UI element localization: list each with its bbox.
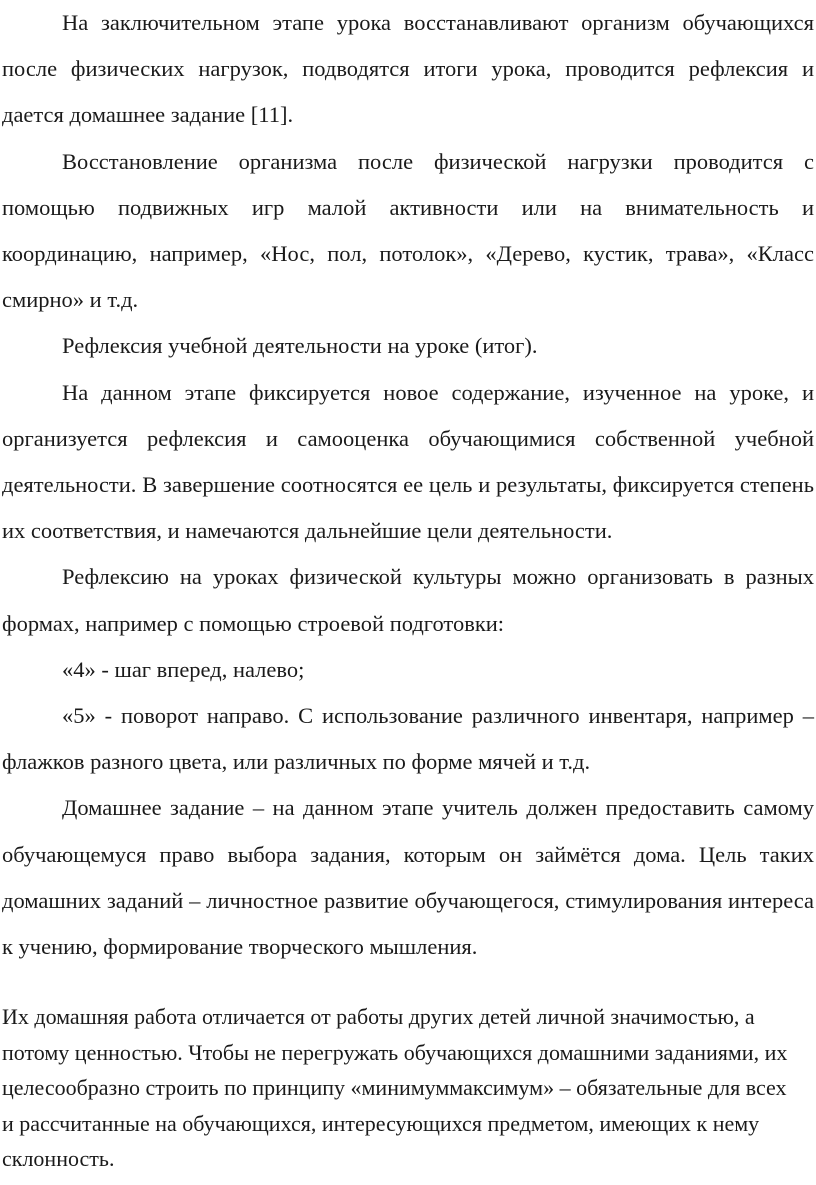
paragraph-final-stage: На заключительном этапе урока восстанавливают организм обучающихся после физических нагрузок, подводятся итоги урока, проводится рефлексия и дается домашнее задание [11]. [2,10,814,128]
paragraph-step-five: «5» - поворот направо. С использование различного инвентаря, например – флажков разного цвета, или различных по форме мячей и т.д. [2,703,814,775]
paragraph-step-four: «4» - шаг вперед, налево; [62,656,305,682]
document-tail [2,999,802,1177]
paragraph-homework-value: Их домашняя работа отличается от работы других детей личной значимостью, а потому ценностью. Чтобы не перегружать обучающихся домашними заданиями, их целесообразно строить по принципу «минимуммаксимум» – обязательные для всех и рассчитанные на обучающихся, интересующихся предметом, имеющих к нему склонность. [2,1004,788,1171]
paragraph-reflection-forms: Рефлексию на уроках физической культуры можно организовать в разных формах, например с помощью строевой подготовки: [2,564,814,636]
paragraph-reflection-heading: Рефлексия учебной деятельности на уроке (итог). [62,333,538,359]
paragraph-reflection-stage: На данном этапе фиксируется новое содержание, изученное на уроке, и организуется рефлексия и самооценка обучающимися собственной учебной деятельности. В завершение соотносятся ее цель и результаты, фиксируется степень их соответствия, и намечаются дальнейшие цели деятельности. [2,379,814,544]
paragraph-recovery: Восстановление организма после физической нагрузки проводится с помощью подвижных игр малой активности или на внимательность и координацию, например, «Нос, пол, потолок», «Дерево, кустик, трава», «Класс смирно» и т.д. [2,148,814,313]
document-body [2,0,814,970]
paragraph-homework: Домашнее задание – на данном этапе учитель должен предоставить самому обучающемуся право выбора задания, которым он займётся дома. Цель таких домашних заданий – личностное развитие обучающегося, стимулирования интереса к учению, формирование творческого мышления. [2,795,814,960]
